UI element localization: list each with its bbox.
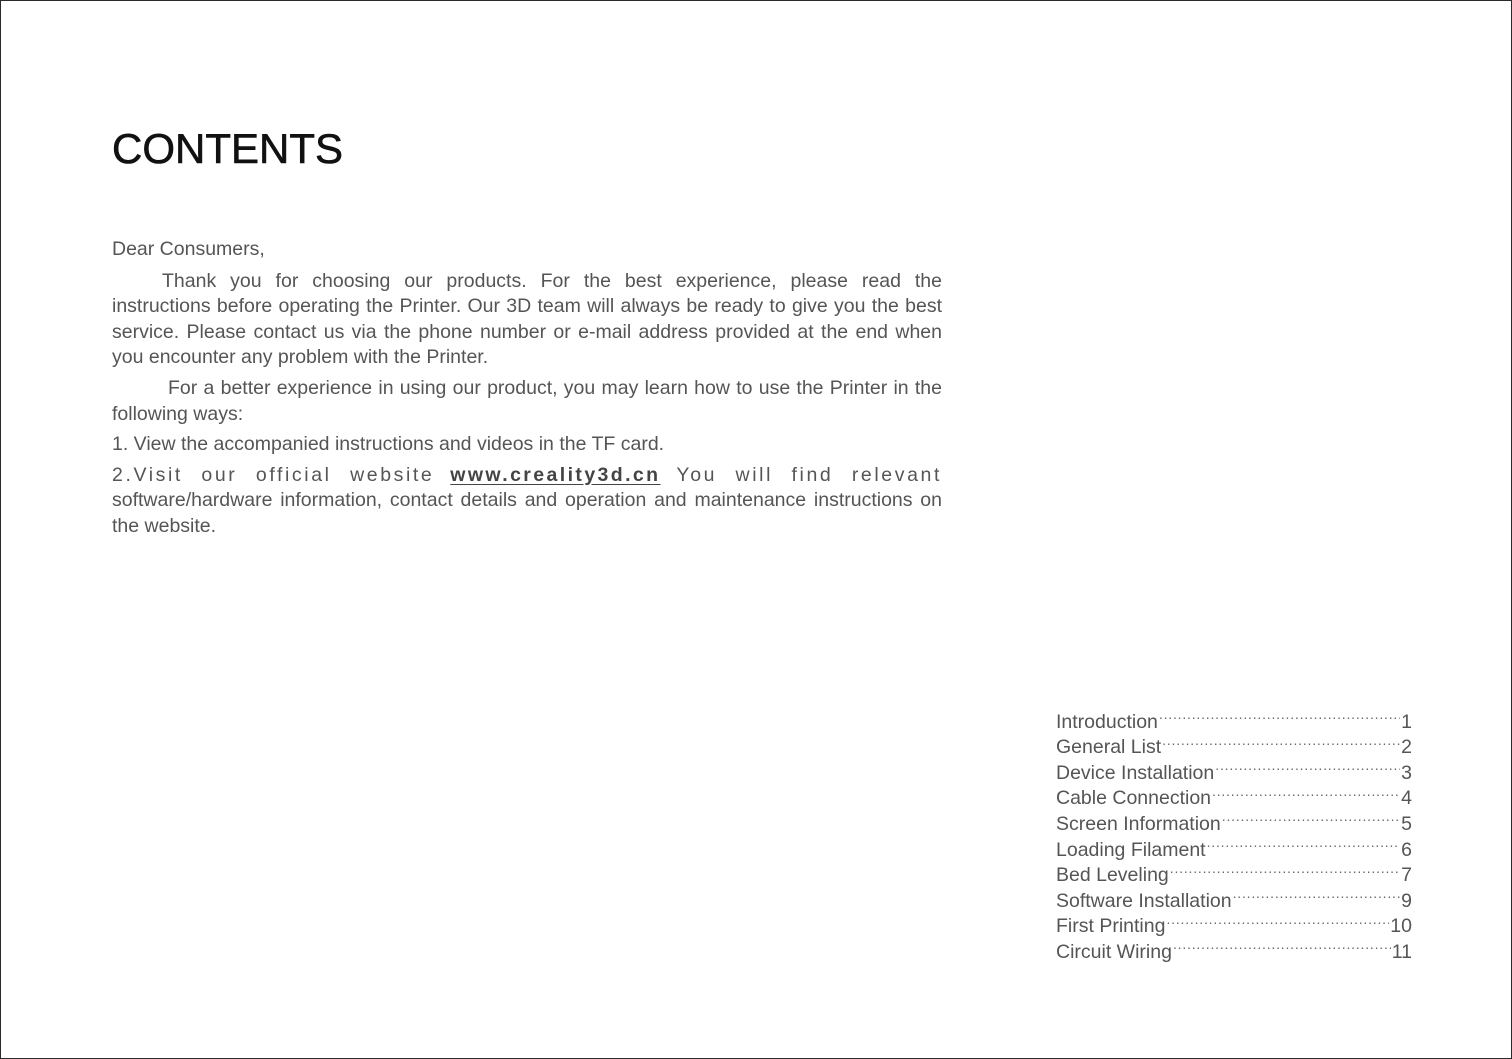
toc-entry-introduction[interactable] bbox=[1056, 702, 1412, 733]
toc-label: Screen Information bbox=[1056, 812, 1221, 835]
website-link[interactable]: www.creality3d.cn bbox=[450, 463, 661, 486]
website-item-suffix: You will find relevant bbox=[676, 463, 942, 486]
letter-item-website bbox=[112, 463, 942, 540]
toc-label: Software Installation bbox=[1056, 889, 1232, 912]
toc-leader bbox=[1159, 702, 1400, 728]
welcome-letter bbox=[112, 237, 942, 540]
toc-label: Introduction bbox=[1056, 710, 1158, 733]
toc-page-number: 6 bbox=[1401, 838, 1412, 861]
toc-leader bbox=[1222, 804, 1400, 830]
toc-label: Circuit Wiring bbox=[1056, 940, 1172, 963]
letter-paragraph-intro: Thank you for choosing our products. For the best experience, please read the instructions before operating the Printer. Our 3D team will always be ready to give you the best service. Please contact us via the phone number or e-mail address provided at the end when you encounter any problem with the Printer. bbox=[112, 269, 942, 369]
toc-leader bbox=[1173, 932, 1391, 958]
toc-page-number: 2 bbox=[1401, 736, 1412, 759]
toc-label: First Printing bbox=[1056, 915, 1166, 938]
toc-leader bbox=[1166, 907, 1389, 933]
toc-leader bbox=[1233, 881, 1401, 907]
letter-item-tf-card: 1. View the accompanied instructions and videos in the TF card. bbox=[112, 433, 665, 456]
toc-leader bbox=[1162, 728, 1400, 754]
toc-label: Bed Leveling bbox=[1056, 864, 1169, 887]
toc-page-number: 3 bbox=[1401, 761, 1412, 784]
table-of-contents bbox=[1056, 702, 1412, 963]
toc-label: General List bbox=[1056, 736, 1162, 759]
toc-label: Loading Filament bbox=[1056, 838, 1206, 861]
toc-page-number: 7 bbox=[1401, 864, 1412, 887]
toc-page-number: 1 bbox=[1401, 710, 1412, 733]
toc-leader bbox=[1170, 856, 1400, 882]
letter-greeting: Dear Consumers, bbox=[112, 238, 265, 260]
toc-page-number: 5 bbox=[1401, 812, 1412, 835]
toc-page-number: 4 bbox=[1401, 787, 1412, 810]
website-item-rest: software/hardware information, contact details and operation and maintenance instructions on the website. bbox=[112, 489, 942, 537]
toc-page-number: 11 bbox=[1391, 940, 1412, 963]
toc-page-number: 9 bbox=[1401, 889, 1412, 912]
toc-leader bbox=[1207, 830, 1401, 856]
page-title: CONTENTS bbox=[112, 125, 343, 172]
toc-page-number: 10 bbox=[1390, 915, 1412, 938]
toc-label: Device Installation bbox=[1056, 761, 1215, 784]
toc-label: Cable Connection bbox=[1056, 787, 1212, 810]
website-item-prefix: 2.Visit our official website bbox=[112, 463, 435, 486]
letter-paragraph-ways: For a better experience in using our product, you may learn how to use the Printer in the following ways: bbox=[112, 376, 942, 425]
toc-leader bbox=[1212, 779, 1400, 805]
toc-leader bbox=[1215, 753, 1400, 779]
